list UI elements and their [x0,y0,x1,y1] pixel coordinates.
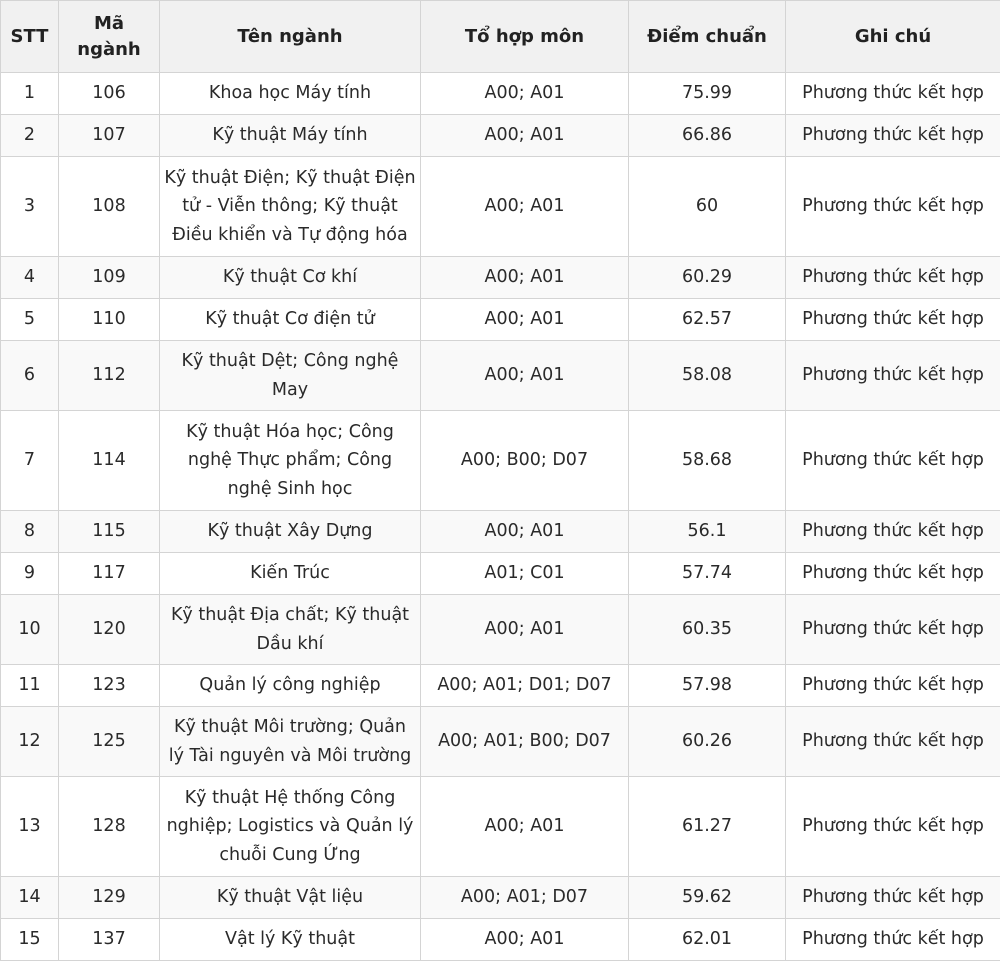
table-row [1,707,1000,777]
cell-stt: 13 [1,777,59,877]
cell-to-hop-mon: A00; A01 [421,257,629,299]
cell-ten-nganh: Kỹ thuật Môi trường; Quản lý Tài nguyên và Môi trường [160,707,421,777]
cell-ten-nganh: Kỹ thuật Vật liệu [160,877,421,919]
cell-ma-nganh: 110 [59,299,160,341]
cell-ma-nganh: 117 [59,553,160,595]
cell-ma-nganh: 112 [59,341,160,411]
cell-to-hop-mon: A00; A01 [421,341,629,411]
cell-to-hop-mon: A00; A01 [421,777,629,877]
table-row [1,777,1000,877]
cell-ten-nganh: Quản lý công nghiệp [160,665,421,707]
table-row [1,553,1000,595]
cell-stt: 9 [1,553,59,595]
cell-ghi-chu: Phương thức kết hợp [786,919,1000,961]
cell-ghi-chu: Phương thức kết hợp [786,511,1000,553]
cell-diem-chuan: 60 [629,157,786,257]
cell-to-hop-mon: A00; A01; D07 [421,877,629,919]
table-row [1,299,1000,341]
cell-to-hop-mon: A00; A01 [421,595,629,665]
cell-stt: 2 [1,115,59,157]
cell-stt: 5 [1,299,59,341]
table-row [1,511,1000,553]
cell-ma-nganh: 128 [59,777,160,877]
header-stt: STT [1,1,59,73]
table-row [1,257,1000,299]
header-ten-nganh: Tên ngành [160,1,421,73]
table-row [1,595,1000,665]
cell-stt: 1 [1,73,59,115]
cell-to-hop-mon: A00; A01 [421,157,629,257]
cell-diem-chuan: 58.08 [629,341,786,411]
cell-ghi-chu: Phương thức kết hợp [786,877,1000,919]
cell-to-hop-mon: A00; B00; D07 [421,411,629,511]
cell-ten-nganh: Kỹ thuật Địa chất; Kỹ thuật Dầu khí [160,595,421,665]
cell-diem-chuan: 60.26 [629,707,786,777]
cell-diem-chuan: 66.86 [629,115,786,157]
cell-to-hop-mon: A00; A01 [421,73,629,115]
cell-ghi-chu: Phương thức kết hợp [786,595,1000,665]
cell-ghi-chu: Phương thức kết hợp [786,553,1000,595]
cell-ten-nganh: Kỹ thuật Hệ thống Công nghiệp; Logistics và Quản lý chuỗi Cung Ứng [160,777,421,877]
cell-stt: 15 [1,919,59,961]
cell-to-hop-mon: A00; A01 [421,511,629,553]
cell-diem-chuan: 58.68 [629,411,786,511]
table-row [1,665,1000,707]
cell-ma-nganh: 114 [59,411,160,511]
cell-ten-nganh: Khoa học Máy tính [160,73,421,115]
cell-ghi-chu: Phương thức kết hợp [786,777,1000,877]
table-row [1,877,1000,919]
header-ma-nganh-line2: ngành [77,38,141,60]
table-row [1,341,1000,411]
cell-ghi-chu: Phương thức kết hợp [786,341,1000,411]
cell-ma-nganh: 109 [59,257,160,299]
table-row [1,411,1000,511]
cell-diem-chuan: 60.35 [629,595,786,665]
table-row [1,115,1000,157]
cell-ten-nganh: Kỹ thuật Xây Dựng [160,511,421,553]
cell-ghi-chu: Phương thức kết hợp [786,707,1000,777]
table-row [1,157,1000,257]
cell-diem-chuan: 62.57 [629,299,786,341]
cell-ghi-chu: Phương thức kết hợp [786,115,1000,157]
cell-ma-nganh: 106 [59,73,160,115]
cell-ma-nganh: 115 [59,511,160,553]
cell-ma-nganh: 107 [59,115,160,157]
cell-ma-nganh: 129 [59,877,160,919]
cell-to-hop-mon: A00; A01 [421,919,629,961]
cell-diem-chuan: 57.98 [629,665,786,707]
cell-stt: 4 [1,257,59,299]
cell-ten-nganh: Kỹ thuật Cơ khí [160,257,421,299]
table-row [1,919,1000,961]
cell-stt: 14 [1,877,59,919]
cell-ten-nganh: Kỹ thuật Hóa học; Công nghệ Thực phẩm; Công nghệ Sinh học [160,411,421,511]
cell-ghi-chu: Phương thức kết hợp [786,411,1000,511]
cell-stt: 6 [1,341,59,411]
header-to-hop-mon: Tổ hợp môn [421,1,629,73]
cell-ten-nganh: Kỹ thuật Cơ điện tử [160,299,421,341]
cell-stt: 12 [1,707,59,777]
cell-stt: 11 [1,665,59,707]
cell-to-hop-mon: A00; A01; B00; D07 [421,707,629,777]
cell-ghi-chu: Phương thức kết hợp [786,73,1000,115]
cell-ma-nganh: 108 [59,157,160,257]
cell-diem-chuan: 61.27 [629,777,786,877]
cell-stt: 7 [1,411,59,511]
cell-ten-nganh: Kỹ thuật Dệt; Công nghệ May [160,341,421,411]
cell-to-hop-mon: A00; A01 [421,115,629,157]
header-ghi-chu: Ghi chú [786,1,1000,73]
cell-to-hop-mon: A01; C01 [421,553,629,595]
cell-ten-nganh: Kỹ thuật Máy tính [160,115,421,157]
header-ma-nganh [59,1,160,73]
cell-to-hop-mon: A00; A01; D01; D07 [421,665,629,707]
cell-diem-chuan: 75.99 [629,73,786,115]
cell-ten-nganh: Vật lý Kỹ thuật [160,919,421,961]
cell-diem-chuan: 57.74 [629,553,786,595]
cell-ten-nganh: Kỹ thuật Điện; Kỹ thuật Điện tử - Viễn thông; Kỹ thuật Điều khiển và Tự động hóa [160,157,421,257]
cell-stt: 10 [1,595,59,665]
cell-stt: 3 [1,157,59,257]
cell-ten-nganh: Kiến Trúc [160,553,421,595]
cell-diem-chuan: 60.29 [629,257,786,299]
cell-ma-nganh: 137 [59,919,160,961]
cell-diem-chuan: 56.1 [629,511,786,553]
cell-diem-chuan: 59.62 [629,877,786,919]
cell-ghi-chu: Phương thức kết hợp [786,257,1000,299]
cell-ma-nganh: 120 [59,595,160,665]
cell-to-hop-mon: A00; A01 [421,299,629,341]
table-header-row [1,1,1000,73]
header-ma-nganh-line1: Mã [93,12,125,34]
cell-ghi-chu: Phương thức kết hợp [786,665,1000,707]
header-diem-chuan: Điểm chuẩn [629,1,786,73]
cell-ma-nganh: 123 [59,665,160,707]
cell-diem-chuan: 62.01 [629,919,786,961]
cell-ghi-chu: Phương thức kết hợp [786,299,1000,341]
cell-ghi-chu: Phương thức kết hợp [786,157,1000,257]
table-row [1,73,1000,115]
cell-ma-nganh: 125 [59,707,160,777]
cell-stt: 8 [1,511,59,553]
